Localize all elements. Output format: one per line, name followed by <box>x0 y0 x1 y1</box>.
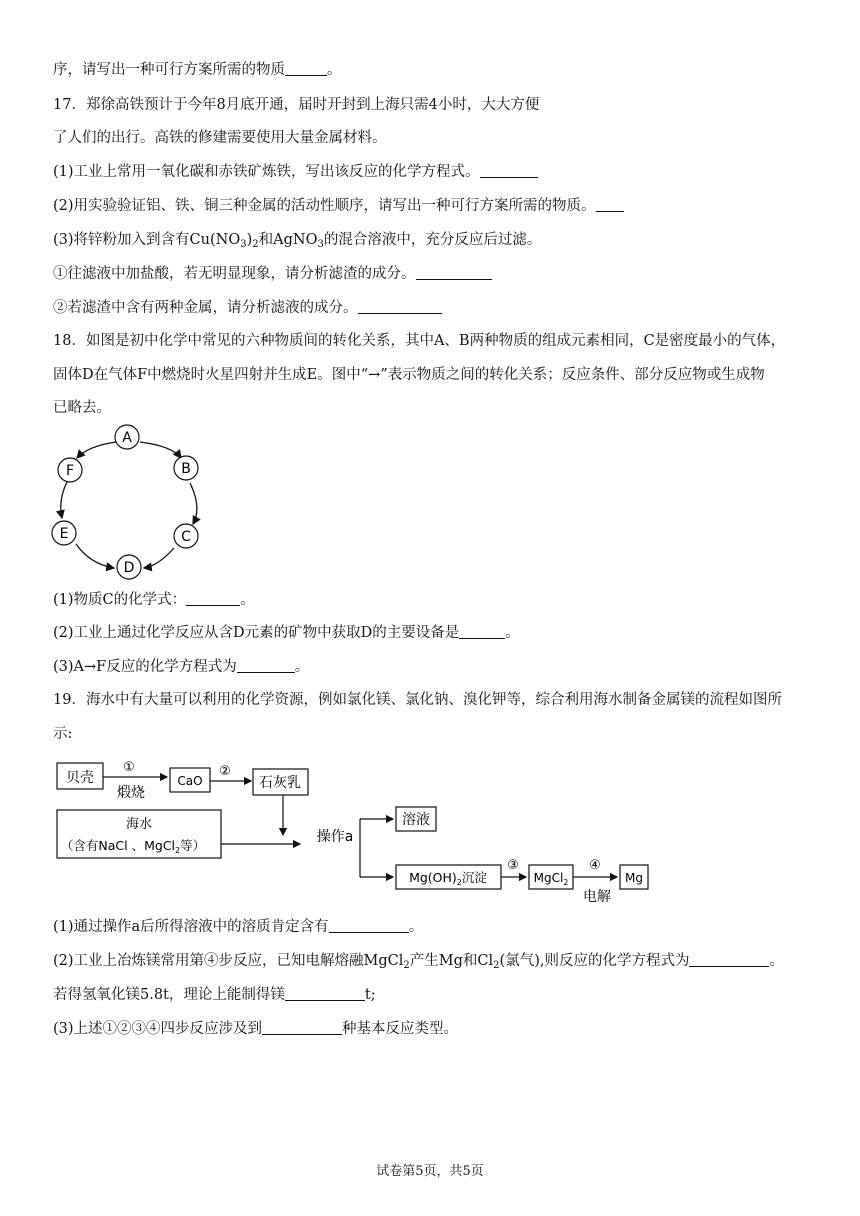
box-shell: 贝壳 <box>66 770 94 786</box>
box-mgcl2: MgCl$_2$ <box>533 871 569 887</box>
answer-blank <box>285 986 365 1001</box>
answer-blank <box>237 658 295 673</box>
node-d <box>117 555 141 579</box>
question-19-part-3 <box>53 1019 458 1039</box>
text: 。 <box>294 659 310 675</box>
arrow-a-to-b <box>140 442 181 458</box>
text: ②若滤渣中含有两种金属，请分析滤液的成分。 <box>53 300 358 316</box>
answer-blank <box>262 1020 342 1035</box>
question-17-part-2 <box>53 196 624 216</box>
text: 。 <box>408 919 424 935</box>
step-2-label: ② <box>219 764 231 779</box>
answer-blank <box>459 624 505 639</box>
node-c-label: C <box>181 529 191 545</box>
step-4-label: ④ <box>589 858 601 873</box>
arrow-b-to-c <box>190 483 197 524</box>
question-17-stem: 17．郑徐高铁预计于今年8月底开通，届时开封到上海只需4小时，大大方便 <box>53 97 540 113</box>
arrow-e-to-d <box>76 544 114 568</box>
subscript: 3 <box>240 239 247 250</box>
text: 种基本反应类型。 <box>342 1021 459 1037</box>
answer-blank <box>689 952 769 967</box>
question-19-stem-cont: 示: <box>53 726 73 742</box>
text: ①往滤液中加盐酸，若无明显现象，请分析滤渣的成分。 <box>53 266 416 282</box>
question-17-stem-cont: 了人们的出行。高铁的修建需要使用大量金属材料。 <box>53 130 387 146</box>
text: 。 <box>240 592 255 608</box>
box-mg: Mg <box>625 871 643 885</box>
text: (1)通过操作a后所得溶液中的溶质肯定含有 <box>53 919 329 935</box>
box-solution: 溶液 <box>402 812 430 828</box>
answer-blank <box>358 299 442 314</box>
arrow-c-to-d <box>144 548 174 568</box>
question-17-part-3-1 <box>53 264 492 284</box>
text: ) <box>246 232 253 248</box>
text: 。 <box>505 625 520 641</box>
text: 和AgNO <box>258 232 318 248</box>
text: (2)工业上冶炼镁常用第④步反应，已知电解熔融MgCl <box>53 953 404 969</box>
box-seawater: 海水 <box>125 817 153 832</box>
node-f <box>58 458 82 482</box>
question-18-stem-cont: 固体D在气体F中燃烧时火星四射并生成E。图中“→”表示物质之间的转化关系；反应条件、部分反应物或生成物 <box>53 367 765 383</box>
box-mgoh2: $Mg(OH)_2$沉淀 <box>409 870 487 887</box>
text: (氯气),则反应的化学方程式为 <box>499 953 690 969</box>
seawater-note: （含有NaCl 、MgCl$_2$等） <box>60 838 206 855</box>
node-b-label: B <box>181 461 191 477</box>
question-18-stem: 18．如图是初中化学中常见的六种物质间的转化关系，其中A、B两种物质的组成元素相同，C是密度最小的气体， <box>53 333 786 349</box>
line-continuation <box>53 60 342 80</box>
node-d-label: D <box>123 560 135 576</box>
question-18-part-2 <box>53 623 520 643</box>
text: (2)用实验验证铝、铁、铜三种金属的活动性顺序，请写出一种可行方案所需的物质。 <box>53 198 596 214</box>
step-3-label: ③ <box>507 858 519 873</box>
subscript: 2 <box>493 960 500 971</box>
node-a <box>115 425 139 449</box>
page-footer: 试卷第5页，共5页 <box>376 1164 484 1179</box>
box-cao: CaO <box>177 774 203 788</box>
calcine-label: 煅烧 <box>117 785 145 801</box>
answer-blank <box>186 591 240 606</box>
text: 的混合溶液中，充分反应后过滤。 <box>323 232 542 248</box>
electrolysis-label: 电解 <box>583 889 611 905</box>
text: 若得氢氧化镁5.8t，理论上能制得镁 <box>53 987 285 1003</box>
node-c <box>174 524 198 548</box>
text: (2)工业上通过化学反应从含D元素的矿物中获取D的主要设备是 <box>53 625 460 641</box>
step-1-label: ① <box>123 760 135 775</box>
question-18-part-1 <box>53 590 255 610</box>
question-17-part-3 <box>53 230 541 250</box>
answer-blank <box>480 163 538 178</box>
question-17-part-1 <box>53 162 538 182</box>
text: (1)工业上常用一氧化碳和赤铁矿炼铁，写出该反应的化学方程式。 <box>53 164 480 180</box>
answer-blank <box>329 918 409 933</box>
text: 序，请写出一种可行方案所需的物质 <box>53 62 285 78</box>
answer-blank <box>416 265 492 280</box>
cycle-diagram <box>50 420 210 582</box>
subscript: 2 <box>403 960 410 971</box>
question-18-part-3 <box>53 657 309 677</box>
text: (3)将锌粉加入到含有Cu(NO <box>53 232 241 248</box>
node-e <box>52 521 76 545</box>
subscript: 2 <box>252 239 259 250</box>
box-lime-milk: 石灰乳 <box>259 775 301 791</box>
text: t; <box>364 987 376 1003</box>
node-f-label: F <box>65 463 75 479</box>
subscript: 3 <box>317 239 324 250</box>
question-19-part-2-cont <box>53 985 376 1005</box>
answer-blank <box>285 61 327 76</box>
operation-a-label: 操作a <box>316 829 354 845</box>
text: 。 <box>769 953 784 969</box>
text: (1)物质C的化学式： <box>53 592 187 608</box>
question-19-stem: 19．海水中有大量可以利用的化学资源，例如氯化镁、氯化钠、溴化钾等，综合利用海水制备金属镁的流程如图所 <box>53 692 782 708</box>
text: 产生Mg和Cl <box>409 953 494 969</box>
text: 。 <box>327 62 342 78</box>
arrow-a-to-f <box>77 442 116 458</box>
text: (3)A→F反应的化学方程式为 <box>53 659 237 675</box>
question-17-part-3-2 <box>53 298 442 318</box>
node-a-label: A <box>122 430 132 446</box>
flow-diagram <box>55 755 695 905</box>
arrow-f-to-e <box>61 482 67 518</box>
node-b <box>174 456 198 480</box>
text: (3)上述①②③④四步反应涉及到 <box>53 1021 263 1037</box>
node-e-label: E <box>59 526 69 542</box>
question-19-part-2 <box>53 951 784 971</box>
answer-blank <box>596 197 624 212</box>
question-18-stem-end: 已略去。 <box>53 400 111 416</box>
question-19-part-1 <box>53 917 423 937</box>
